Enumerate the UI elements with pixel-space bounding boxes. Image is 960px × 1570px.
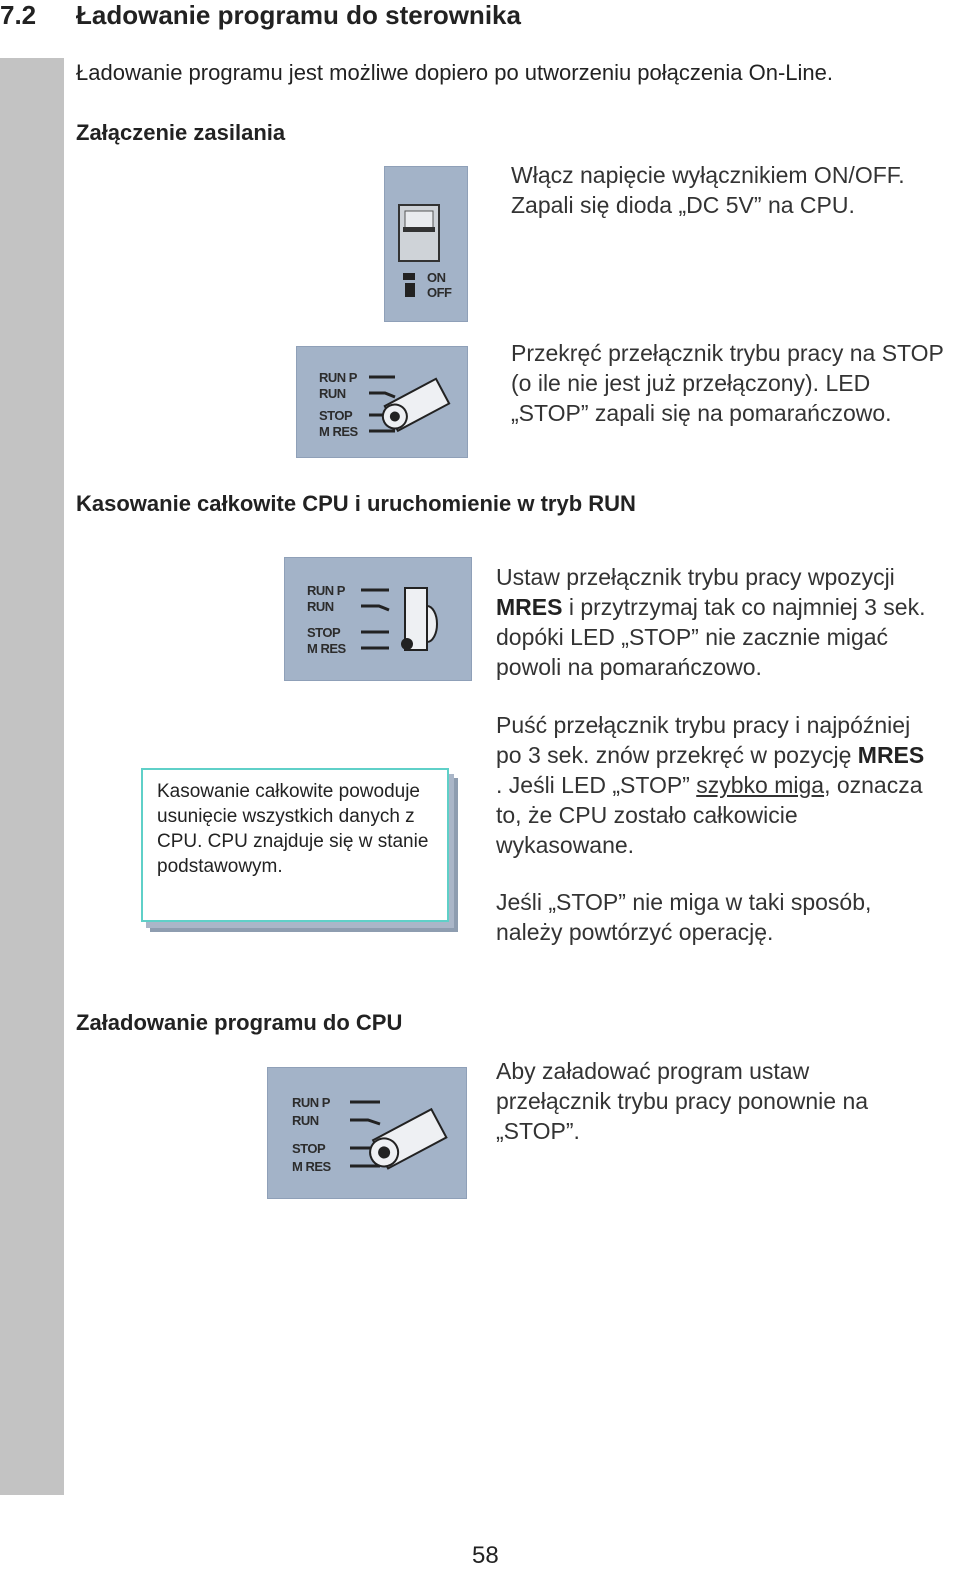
reset-step-1-keyword: MRES [496,594,563,620]
section-title: Ładowanie programu do sterownika [76,0,521,30]
label-stop: STOP [307,625,341,640]
reset-step-2-text: Puść przełącznik trybu pracy i najpóźniej po 3 sek. znów przekręć w pozycję [496,712,911,768]
label-stop: STOP [319,408,353,423]
note-box: Kasowanie całkowite powoduje usunięcie wszystkich danych z CPU. CPU znajduje się w stanie podstawowym. [141,768,449,922]
mode-switch-figure-stop [296,346,468,458]
key-switch-stop-icon [297,347,467,457]
on-label: ON [427,270,446,285]
power-switch-icon [385,167,467,321]
load-instruction: Aby załadować program ustaw przełącznik trybu pracy ponownie na „STOP”. [496,1058,869,1144]
intro-text: Ładowanie programu jest możliwe dopiero po utworzeniu połączenia On-Line. [76,60,833,85]
reset-step-3: Jeśli „STOP” nie miga w taki sposób, należy powtórzyć operację. [496,889,872,945]
reset-step-1 [496,562,946,682]
label-run-p: RUN P [292,1095,330,1110]
reset-step-2 [496,710,936,860]
label-run: RUN [319,386,346,401]
mode-switch-figure-mres [284,557,472,681]
reset-step-1-text-2: i przytrzymaj tak co najmniej 3 sek. dopóki LED „STOP” nie zacznie migać powoli na pomarańczowo. [496,594,926,680]
power-instruction-2: Przekręć przełącznik trybu pracy na STOP (o ile nie jest już przełączony). LED „STOP” zapali się na pomarańczowo. [511,340,944,426]
mode-switch-figure-load [267,1067,467,1199]
load-heading: Załadowanie programu do CPU [76,1010,403,1035]
label-run-p: RUN P [307,583,345,598]
reset-step-2-keyword: MRES [857,742,925,768]
reset-step-2-underlined: szybko miga [696,772,825,798]
label-mres: M RES [292,1159,331,1174]
reset-step-2-text-2: . Jeśli LED „STOP” [496,772,697,798]
key-switch-mres-icon [285,558,471,680]
section-number: 7.2 [0,0,37,30]
power-instruction-1: Włącz napięcie wyłącznikiem ON/OFF. Zapali się dioda „DC 5V” na CPU. [511,162,905,218]
power-heading: Załączenie zasilania [76,120,286,145]
label-run: RUN [292,1113,319,1128]
label-mres: M RES [307,641,346,656]
reset-step-1-text: Ustaw przełącznik trybu pracy wpozycji [496,564,895,590]
key-switch-load-icon [268,1068,466,1198]
page-number: 58 [472,1542,499,1569]
left-margin-bar [0,58,64,1495]
label-run: RUN [307,599,334,614]
label-stop: STOP [292,1141,326,1156]
label-run-p: RUN P [319,370,357,385]
reset-step-2-text-3: , oznacza to, że CPU zostało całkowicie wykasowane. [496,772,923,858]
label-mres: M RES [319,424,358,439]
off-label: OFF [427,285,452,300]
reset-heading: Kasowanie całkowite CPU i uruchomienie w tryb RUN [76,491,636,516]
power-switch-figure [384,166,468,322]
